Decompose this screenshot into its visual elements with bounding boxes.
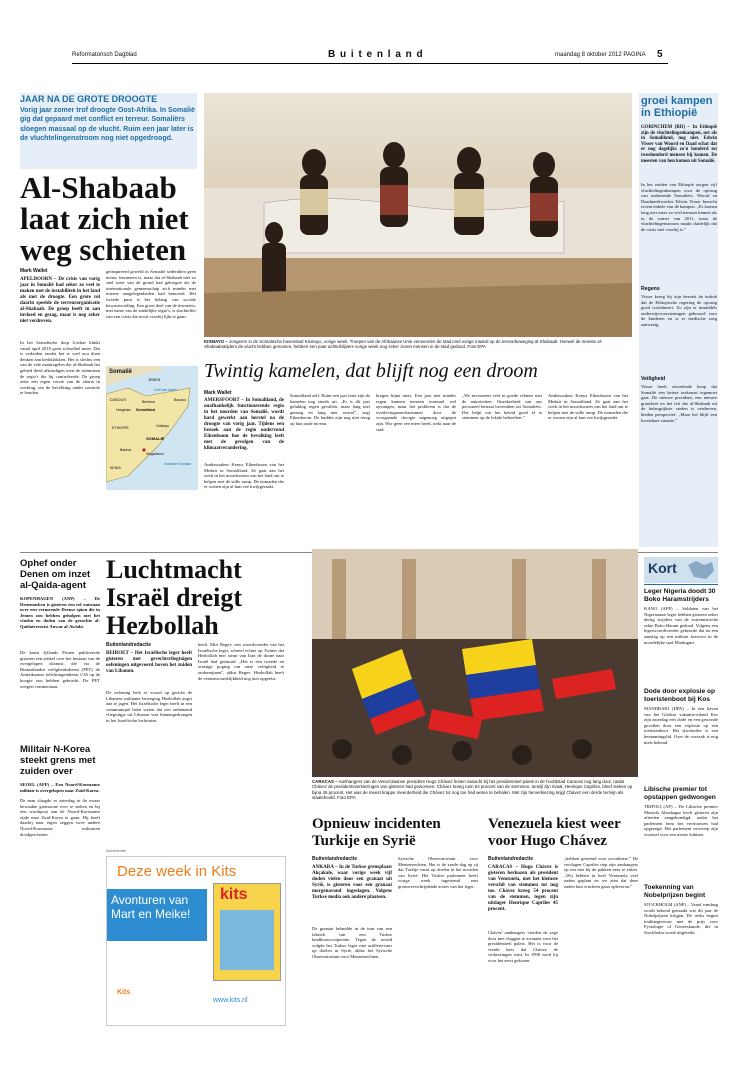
story3-headline: Luchtmacht Israël dreigt Hezbollah [106, 555, 242, 640]
left-h1: Ophef onder Denen om inzet al-Qaida-agent [20, 558, 91, 591]
map-label-ethiopie: ETHIOPIË [112, 426, 129, 430]
page-number: 5 [657, 49, 663, 60]
photo2-caption [312, 779, 638, 801]
map-label-bosaso: Bosaso [174, 398, 186, 402]
photo-illustration [204, 93, 632, 337]
photo2-credit: Foto EPA [337, 795, 356, 801]
sidebar-headline: groei kampen in Ethiopië [641, 95, 713, 119]
story4-lead: ANKARA – In de Turkse grensplaats Akçakale, waar vorige week vijf doden vielen door een granaat uit Syrië, is gisteren voor een granaat morgenavond ingeslagen. Volgens Turkse media ook andere plaatsen. [312, 865, 392, 900]
kort-title: Kort [648, 560, 677, 576]
kort-item1-text: KANO (AFP) – Soldaten van het Nigeriaanse leger hebben gisteren zeker dertig strijders van de extremistische sekte Boko Haram gedood. Volgens een legerwoordvoerder gebeurde dat na een aanslag op een militair konvooi in de noordelijke stad Maiduguri. [644, 606, 718, 645]
story3-col1: De oefening leek er vooral op gericht de Libanese militante beweging Hezbollah angst aan te jagen. Het Israëlische leger heeft in een communiqué laten weten dat een onbemand vliegtuigje uit Libanon was binnengedrongen in het Israëlische luchtruim. [106, 690, 192, 723]
globe-icon [686, 559, 716, 581]
ad-title: Deze week in Kits [117, 863, 237, 880]
map-label-hargeisa: Hargeisa [116, 408, 131, 412]
story4-col1: De granaat belandde in de tuin van een fabriek van een Turkse landbouwcoöperatie. Tegen de avond volgde het Turkse leger met artillerievuur op doelen in Syrië, aldus het Syrische Observatorium voor Mensenrechten. [312, 926, 392, 959]
kort-item4-headline: Toekenning van Nobelprijzen begint [644, 884, 706, 899]
photo1-caption-text: Jongeren in de Somalische havenstad Kismayo, vorige week. Troepen van de Afrikaanse Unie veroverden de stad eind vorige maand op de terreurbeweging al-Shabaab. Hoewel de meeste al-Shabaabstrijders de vlucht hebben genomen, hebben een paar achterblijvers vorige week nog zeker zeven mensen in de stad gedood. [204, 339, 603, 350]
map-label-mogadishu: Mogadishu [146, 452, 164, 456]
sidebar-body: In het zuiden van Ethiopië zorgen vijf vluchtelingenkampen voor de opvang van ontheemde Somaliërs. Woord en Daadmedewerker Edwin Visser bezocht recent enkele van de kampen. „Er komen lang niet meer zo veel mensen binnen als in de zomer van 2011, maar de vluchtelingenstroom maakt duidelijk dat de crisis niet voorbij is.” [641, 182, 717, 232]
main-lead: APELDOORN – De crisis van vorig jaar in Somalië had zeker zo veel te maken met de instabiliteit in het land als met de droogte. Een grote rol daarin speelde de terreurorganisatie al-Shabaab. De groep heeft in aan invloed en gezag, maar is nog zeker niet verdreven. [20, 277, 100, 324]
kort-banner [644, 557, 718, 583]
photo2-illustration [312, 549, 638, 777]
story3-col2: heeft. Miri Regev, een woordvoerder van het Israëlische leger, schreef echter op Twitter dat Hezbollah met steun van Iran de drone naar Israël had gestuurd. „Het is een tweede en ernstige poging om onze veiligheid te ondermijnen”, aldus Regev. Hezbollah heeft de verantwoordelijkheid nog niet opgeëist. [198, 642, 284, 681]
map-label-galkayo: Galkayo [156, 424, 170, 428]
story2-byline: Mark Wallet [204, 390, 232, 396]
story4-col2: Syrische Observatorium voor Mensenrechten. Het is de zesde dag op rij dat Turkije vuurt op doelen in het noorden van Syrië. Het Turkse parlement heeft vorige week ingestemd met grensoverschrijdende acties van het leger. [398, 856, 478, 889]
kort-item2-text: MANDRAKI (DPA) – In een haven van het Griekse vakantie-eiland Kos zijn zaterdag een dode en een gewonde gevallen door een explosie op een toeristenboot. Het slachtoffer is een bemanningslid. Over de oorzaak is nog niets bekend. [644, 706, 718, 745]
map-title: Somalië [109, 369, 133, 375]
sidebar-body2: Visser kreeg bij zijn bezoek de indruk dat de Ethiopische regering de opvang goed coördineert. Zo zijn er inmiddels onderwijsvoorzieningen gebouwd voor de kinderen en is er medische zorg aanwezig. [641, 294, 717, 327]
sidebar-sub-veiligheid: Veiligheid [641, 376, 666, 382]
map-label-somaliland: Somaliland [136, 408, 156, 412]
kort-item1-headline: Leger Nigeria doodt 30 Boko Haramstrijders [644, 588, 716, 603]
kort-item3-headline: Libische premier tot opstappen gedwongen [644, 786, 716, 801]
map-label-somalie: SOMALIË [146, 436, 165, 441]
kort-item2-headline: Dode door explosie op toeristenboot bij Kos [644, 688, 716, 703]
section-title: B u i t e n l a n d [328, 49, 424, 60]
story5-col2: „hebben gestemd voor socialisme.” De verslagen Capriles riep zijn aanhangers op om niet bij de pakken neer te zitten. „Wij hebben in heel Venezuela veel zaden geplant en we zien dat deze zaden hun vruchten gaan opleveren.” [564, 856, 638, 889]
left-p4: De man slaagde er zaterdag in de zwaar bewaakte grenszone over te steken en bij een wachtpost aan de Noord-Koreaanse zijde naar Zuid-Korea te gaan. Hij heeft daarbij naar eigen zeggen twee andere Noord-Koreaanse militairen doodgeschoten. [20, 798, 100, 837]
story5-lead: CARACAS – Hugo Chávez is gisteren herkozen als president van Venezuela, met het kleinste verschil van stemmen tot nog toe. Chávez kreeg 54 procent van de stemmen, tegen zijn uitdager Henrique Capriles 45 procent. [488, 865, 558, 912]
sidebar-body3: Visser heeft wisselende hoop dat Somalië een betere toekomst tegemoet gaat. De nieuwe president, een nieuwe grondwet en het feit dat al-Shabaab uit de belangrijkste steden is verdreven, bieden perspectief. „Maar het blijft een kwetsbare situatie.” [641, 384, 717, 423]
ad-brand: Kits [117, 989, 131, 996]
story5-headline: Venezuela kiest weer voor Hugo Chávez [488, 816, 621, 849]
header-rule [72, 63, 668, 64]
kort-item3-text: TRIPOLI (AP) – De Libische premier Mustafa Abushagur heeft gisteren zijn aftreden aangekondigd, nadat het parlement hem het vertrouwen had opgezegd. Het parlement verwierp zijn voorstel voor een nieuw kabinet. [644, 804, 718, 837]
main-body-col1: In het Somalische dorp Jowhar klinkt vanaf april 2010 geen schoolbel meer. Dat is verboden omdat het te veel zou doen denken aan kerkklokken. Het is slechts een van de vele maatregelen die al-Shabaab het gebied deed afkondigen toen de islamisten de regio's die hij controleerde. De groep zette een eigen versie van de sharia in werking, om de bevolking onder controle te houden. [20, 340, 100, 396]
map-label-golf: Golf van Aden [154, 388, 177, 392]
map-label-berbera: Berbera [142, 400, 155, 404]
photo1-caption [204, 339, 624, 350]
story5-byline: Buitenlandredactie [488, 856, 534, 862]
paper-name: Reformatorisch Dagblad [72, 52, 137, 58]
photo2-caption-lead: CARACAS – [312, 779, 338, 784]
main-byline: Mark Wallet [20, 268, 48, 274]
ad-url: www.kits.nl [213, 997, 248, 1004]
map-label-oceaan: Indische Oceaan [164, 462, 191, 466]
magazine-image [220, 910, 274, 970]
magazine-cover [213, 883, 281, 981]
left-p3: SEOEL (AFP) – Een Noord-Koreaanse militair is overgelopen naar Zuid-Korea. [20, 782, 100, 793]
ad-slogan: Avonturen van Mart en Meike! [107, 889, 207, 941]
header-date: maandag 8 oktober 2012 PAGINA [555, 52, 646, 58]
ad-label: Advertentie [106, 848, 127, 853]
story4-headline: Opnieuw incidenten Turkije en Syrië [312, 816, 441, 849]
main-headline: Al-Shabaab laat zich niet weg schieten [20, 170, 189, 267]
map-label-jemen: JEMEN [148, 378, 161, 382]
photo1-credit: Foto EPA [467, 344, 486, 350]
story2-lead: AMERSFOORT – In Somaliland, de onafhankelijk functionerende regio in het noorden van Somalië, wordt hard gewerkt aan herstel na de droogte van vorig jaar. Tijdens een bezoek aan de regio ondervond Eikenboom hoe de bevolking leeft met de gevolgen van de klimaatverandering. [204, 398, 284, 451]
sidebar-sub-regens: Regens [641, 286, 660, 292]
sidebar-lead: GORINCHEM (RD) – In Ethiopië zijn de vluchtelingenkampen, net als in Somaliland, nog niet. Edwin Visser van Woord en Daad schat dat er nog dagelijks zo'n honderd tot tweehonderd mensen bij komen. De meesten van hen komen uit Somalië. [641, 125, 717, 164]
left-p2: De krant Jyllands Posten publiceerde gisteren een artikel over het bestaan van de overgelopen islamist, die via de Binnenlandse veiligheidsdienst (PET) de Amerikaanse inlichtingendienst CIA op de hoogte zou hebben gebracht. De PET weigert commentaar. [20, 650, 100, 689]
story2-col3: kregen bijna niets. Een jaar met minder regen kunnen mensen normaal wel opvangen, maar het probleem is dat de overlevingsmechanismen door de voorgaande droogte nagenoeg uitgeput zijn. Wie geen vee meer heeft, trekt naar de stad. [376, 393, 456, 432]
story5-col1: Chávez' aanhangers vierden de zege door met vlaggen te zwaaien voor het presidentieel paleis. Het is voor de vierde keer dat Chávez de verkiezingen wint. In 1998 werd hij voor het eerst gekozen. [488, 930, 558, 963]
map-label-djibouti: DJIBOUTI [110, 398, 127, 402]
intro-text: Vorig jaar zomer trof droogte Oost-Afrika. In Somalië gig dat gepaard met conflict en terreur. Somaliërs sloegen massaal op de vlucht. Ruim een jaar later is de vluchtelingenstroom nog niet opgedroogd. [20, 107, 195, 143]
map-label-kenia: KENIA [110, 466, 121, 470]
kort-rule [644, 584, 718, 585]
story2-headline: Twintig kamelen, dat blijft nog een droom [204, 360, 538, 382]
story3-byline: Buitenlandredactie [106, 642, 152, 648]
story2-col5: Ambassadeur Kenya Eikenboom van het Medair in Somaliland. Ze gaat aan het werk in het noordoosten van het land om te helpen met de stille ramp. De nomaden die er wonen zijn al hun vee kwijtgeraakt. [548, 393, 628, 421]
main-body-col2: geïnspireerd geweld in Somalië sedertdien geen nieuw fenomeen is, maar dat al-Shabaab niet zo snel weer van de grond had gekregen als de internationale gemeenschap zich minder met interne aangelegenheden had bemoeid. Het tweede punt is het belang van sociale bewustwording. Een groot deel van de inwoners, met name van de zuidelijke regio's, is slachtoffer van een crisis die nooit voorbij lijkt te gaan. [106, 269, 196, 319]
kismayo-photo [204, 93, 632, 337]
story2-col1: Ambassadeur Kenya Eikenboom van het Medair in Somaliland. Ze gaat aan het werk in het noordoosten van het land om te helpen met de stille ramp. De nomaden die er wonen zijn al hun vee kwijtgeraakt. [204, 462, 284, 490]
magazine-title: kits [220, 886, 248, 903]
story4-byline: Buitenlandredactie [312, 856, 358, 862]
story2-col4: „We investeren veel in goede relaties met de autoriteiten. Onzekerheid van ons personeel bestaat bovendien uit Somaliërs. Dat helpt om het beleid goed af te stemmen op de lokale behoeften.” [462, 393, 542, 421]
left-p1: KOPENHAGEN (ANP) – De Denemarken is gisteren een ref ontstaan over een vermeende Deense spion die in Jemen zou hebben geholpen met het vinden en doden van de gezochte al-Qaidaterrorist Anwar al-Awlaki. [20, 596, 100, 629]
kort-item4-text: STOCKHOLM (ANP) – Vanaf vandaag wordt bekend gemaakt wie dit jaar de Nobelprijzen krijgen. De reeks begint traditiegetrouw met de prijs voor Fysiologie of Geneeskunde, die in Stockholm wordt uitgereikt. [644, 902, 718, 935]
story3-lead: BEIROET – Het Israëlische leger heeft gisteren met gevechtsvliegtuigen oefeningen uitgevoerd boven het zuiden van Libanon. [106, 651, 192, 674]
kits-ad [106, 856, 286, 1026]
story2-col2: Somaliland zelf. Ruim een jaar later zijn de kamelen nog steeds uit. „Er is dit jaar gelukkig regen gevallen, maar lang niet genoeg en lang niet overal”, zegt Eikenboom. De kuddes zijn nog niet terug op hun oude niveau. [290, 393, 370, 426]
photo1-caption-lead: KISMAYO – [204, 339, 228, 344]
somalia-map [106, 366, 198, 490]
map-label-baidoa: Baidoa [120, 448, 132, 452]
left-h2: Militair N-Korea steekt grens met zuiden over [20, 744, 96, 777]
caracas-photo [312, 549, 638, 777]
kicker: JAAR NA DE GROTE DROOGTE [20, 94, 158, 104]
photo2-caption-text: Aanhangers van de Venezolaanse president Hugo Chávez festen vanacht bij het presidentieel paleis in de hoofdstad Caracas nog lang door, nadat Chávez de presidentsverkiezingen van gisteren had gewonnen. Chávez kreeg ruim 54 procent van de stemmen, terwijl zijn rivaal, Henrique Capriles, bleef steken op bijna 45 procent. Het was de meest krappe meerderheid die Chávez tot nog toe had weten te behalen. Met zijn herverkiezing krijgt Chávez een derde termijn als staatshoofd. [312, 779, 633, 801]
